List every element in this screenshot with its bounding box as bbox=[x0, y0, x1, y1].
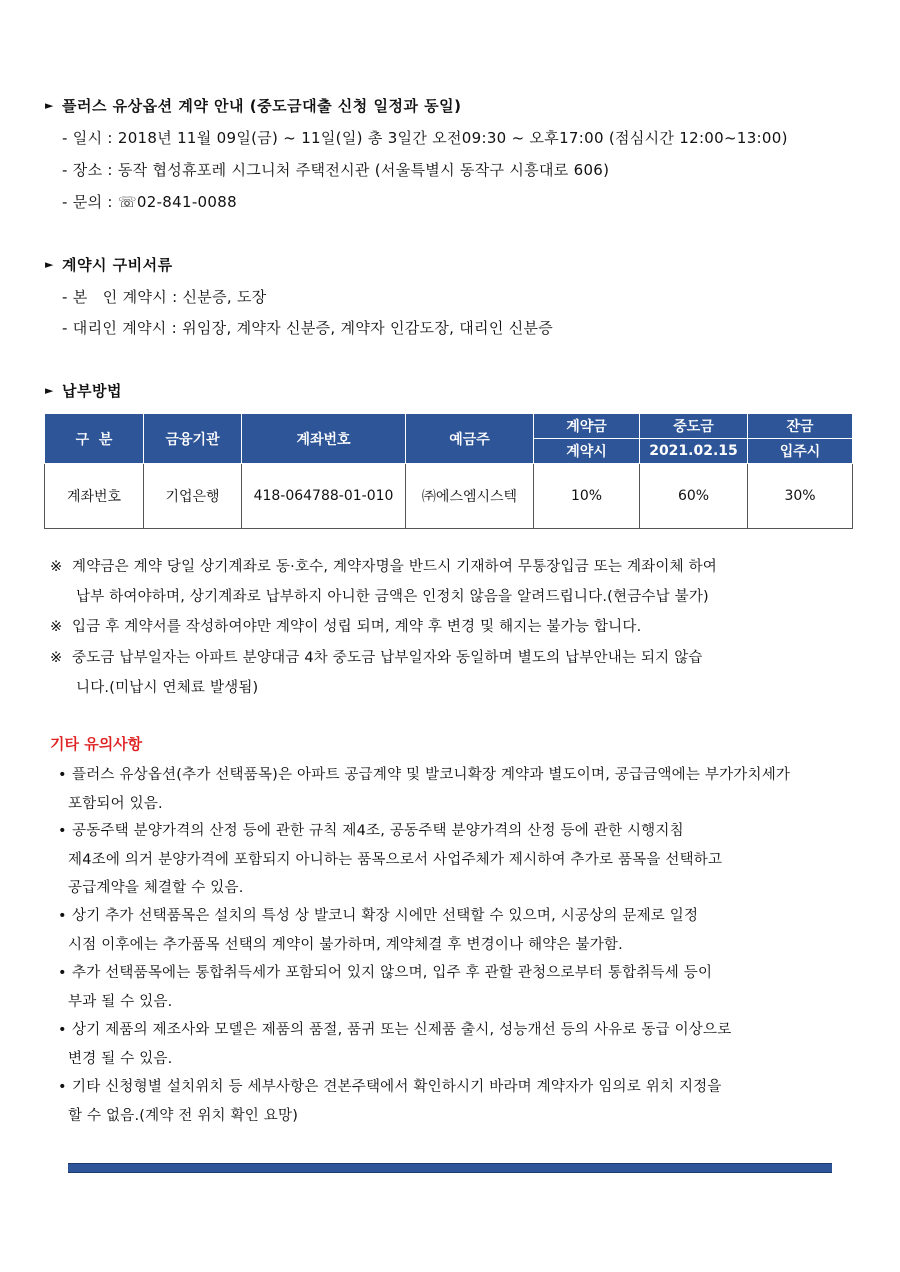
list-item-cont: 공급계약을 체결할 수 있음. bbox=[68, 880, 244, 896]
location-line: - 장소 : 동작 협성휴포레 시그니처 주택전시관 (서울특별시 동작구 시흥대로 606) bbox=[62, 161, 610, 179]
list-item: • 기타 신청형별 설치위치 등 세부사항은 견본주택에서 확인하시기 바라며 계약자가 임의로 위치 지정을 bbox=[58, 1079, 722, 1095]
note-mark: ※ bbox=[50, 650, 63, 666]
table-row bbox=[45, 464, 853, 529]
right-arrow-icon: ► bbox=[45, 384, 54, 397]
cell-contract: 10% bbox=[534, 464, 640, 529]
proxy-contract-docs: - 대리인 계약시 : 위임장, 계약자 신분증, 계약자 인감도장, 대리인 신분증 bbox=[62, 319, 554, 337]
cell-gubun: 계좌번호 bbox=[45, 464, 144, 529]
section-heading-contract-info bbox=[45, 95, 462, 116]
note-3-cont: 니다.(미납시 연체료 발생됨) bbox=[76, 680, 259, 696]
note-3: ※ 중도금 납부일자는 아파트 분양대금 4차 중도금 납부일자와 동일하며 별도의 납부안내는 되지 않습 bbox=[50, 650, 703, 666]
header-holder: 예금주 bbox=[406, 414, 534, 464]
list-item-cont: 부과 될 수 있음. bbox=[68, 994, 173, 1010]
header-contract-deposit: 계약금 bbox=[534, 414, 640, 439]
header-balance-when: 입주시 bbox=[748, 439, 853, 464]
list-item: • 상기 추가 선택품목은 설치의 특성 상 발코니 확장 시에만 선택할 수 있으며, 시공상의 문제로 일정 bbox=[58, 908, 699, 924]
cell-balance: 30% bbox=[748, 464, 853, 529]
section-title: 플러스 유상옵션 계약 안내 (중도금대출 신청 일정과 동일) bbox=[61, 97, 462, 115]
list-item-cont: 변경 될 수 있음. bbox=[68, 1051, 173, 1067]
cell-middle: 60% bbox=[640, 464, 748, 529]
cell-bank: 기업은행 bbox=[144, 464, 242, 529]
list-item: • 추가 선택품목에는 통합취득세가 포함되어 있지 않으며, 입주 후 관할 관청으로부터 통합취득세 등이 bbox=[58, 965, 713, 981]
section-title: 계약시 구비서류 bbox=[61, 256, 173, 274]
schedule-line: - 일시 : 2018년 11월 09일(금) ~ 11일(일) 총 3일간 오전09:30 ~ 오후17:00 (점심시간 12:00~13:00) bbox=[62, 129, 788, 147]
list-item-cont: 할 수 없음.(계약 전 위치 확인 요망) bbox=[68, 1108, 299, 1124]
section-heading-documents bbox=[45, 254, 173, 275]
list-item: • 상기 제품의 제조사와 모델은 제품의 품절, 품귀 또는 신제품 출시, 성능개선 등의 사유로 동급 이상으로 bbox=[58, 1022, 732, 1038]
section-title: 납부방법 bbox=[61, 382, 122, 400]
note-mark: ※ bbox=[50, 619, 63, 635]
list-item: • 공동주택 분양가격의 산정 등에 관한 규칙 제4조, 공동주택 분양가격의 산정 등에 관한 시행지침 bbox=[58, 823, 684, 839]
cell-account: 418-064788-01-010 bbox=[242, 464, 406, 529]
note-2: ※ 입금 후 계약서를 작성하여야만 계약이 성립 되며, 계약 후 변경 및 해지는 불가능 합니다. bbox=[50, 619, 642, 635]
right-arrow-icon: ► bbox=[45, 258, 54, 271]
list-item-cont: 제4조에 의거 분양가격에 포함되지 아니하는 품목으로서 사업주체가 제시하여 추가로 품목을 선택하고 bbox=[68, 852, 723, 868]
header-middle-date: 2021.02.15 bbox=[640, 439, 748, 464]
contact-line: - 문의 : ☏02-841-0088 bbox=[62, 193, 237, 211]
header-gubun: 구 분 bbox=[45, 414, 144, 464]
note-1-cont: 납부 하여야하며, 상기계좌로 납부하지 아니한 금액은 인정치 않음을 알려드립니다.(현금수납 불가) bbox=[76, 589, 709, 605]
header-balance: 잔금 bbox=[748, 414, 853, 439]
footer-divider bbox=[68, 1163, 832, 1173]
cell-holder: ㈜에스엠시스텍 bbox=[406, 464, 534, 529]
note-1: ※ 계약금은 계약 당일 상기계좌로 동·호수, 계약자명을 반드시 기재하여 무통장입금 또는 계좌이체 하여 bbox=[50, 559, 718, 575]
list-item: • 플러스 유상옵션(추가 선택품목)은 아파트 공급계약 및 발코니확장 계약과 별도이며, 공급금액에는 부가가치세가 bbox=[58, 767, 791, 783]
list-item-cont: 시점 이후에는 추가품목 선택의 계약이 불가하며, 계약체결 후 변경이나 해약은 불가함. bbox=[68, 937, 623, 953]
right-arrow-icon: ► bbox=[45, 99, 54, 112]
caution-title: 기타 유의사항 bbox=[50, 735, 143, 753]
header-bank: 금융기관 bbox=[144, 414, 242, 464]
payment-table bbox=[44, 413, 853, 529]
header-account: 계좌번호 bbox=[242, 414, 406, 464]
header-contract-when: 계약시 bbox=[534, 439, 640, 464]
header-middle-payment: 중도금 bbox=[640, 414, 748, 439]
section-heading-payment bbox=[45, 380, 122, 401]
list-item-cont: 포함되어 있음. bbox=[68, 796, 163, 812]
self-contract-docs: - 본 인 계약시 : 신분증, 도장 bbox=[62, 288, 267, 306]
note-mark: ※ bbox=[50, 559, 63, 575]
